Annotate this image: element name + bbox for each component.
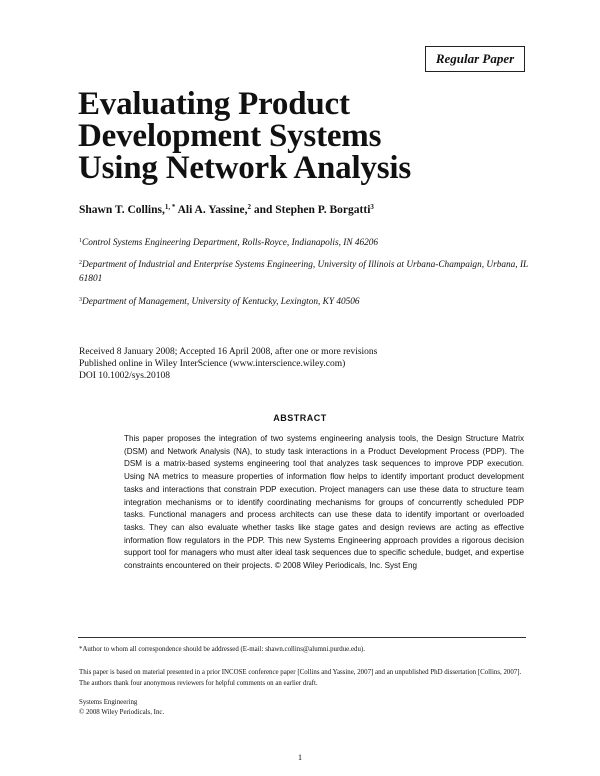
received-dates: Received 8 January 2008; Accepted 16 April 2008, after one or more revisions xyxy=(79,347,378,357)
author-name: Shawn T. Collins, xyxy=(79,204,165,216)
affiliation xyxy=(79,293,539,309)
author-affiliation-mark: 2 xyxy=(247,203,251,211)
page-number: 1 xyxy=(297,752,303,762)
author-name: and Stephen P. Borgatti xyxy=(253,204,371,216)
publication-history xyxy=(79,346,499,382)
acknowledgment-footnote: This paper is based on material presented in a prior INCOSE conference paper [Collins and Yassine, 2007] and an unpublished PhD dissertation [Collins, 2007]. The authors thank four anonymous reviewers for helpful comments on an earlier draft. xyxy=(79,669,522,687)
affiliation-number: 3 xyxy=(79,297,82,303)
author-affiliation-mark: 3 xyxy=(370,203,374,211)
abstract-heading: ABSTRACT xyxy=(273,413,327,423)
journal-copyright: © 2008 Wiley Periodicals, Inc. xyxy=(79,708,165,716)
doi: DOI 10.1002/sys.20108 xyxy=(79,371,171,381)
affiliation-number: 1 xyxy=(79,238,82,244)
affiliation-number: 2 xyxy=(79,260,82,266)
affiliation xyxy=(79,256,539,286)
journal-info xyxy=(79,698,279,717)
affiliation-text: Control Systems Engineering Department, Rolls-Royce, Indianapolis, IN 46206 xyxy=(82,238,379,248)
footnote-divider xyxy=(78,637,526,638)
journal-name: Systems Engineering xyxy=(79,699,138,706)
title-line: Development Systems xyxy=(78,118,382,154)
affiliation-text: Department of Industrial and Enterprise Systems Engineering, University of Illinois at Urbana-Champaign, Urbana, IL 61801 xyxy=(79,260,529,284)
published-online: Published online in Wiley InterScience (www.interscience.wiley.com) xyxy=(79,359,346,369)
author-name: Ali A. Yassine, xyxy=(177,204,248,216)
corresponding-author-footnote: *Author to whom all correspondence should be addressed (E-mail: shawn.collins@alumni.purdue.edu). xyxy=(79,646,365,653)
affiliation xyxy=(79,234,539,250)
paper-title xyxy=(78,88,548,184)
abstract-text: This paper proposes the integration of two systems engineering analysis tools, the Design Structure Matrix (DSM) and Network Analysis (NA), to study task interactions in a Product Development Process (PDP). The DSM is a matrix-based systems engineering tool that analyzes task sequences to improve PDP execution. Using NA metrics to measure properties of information flow helps to identify important product development tasks and interactions that constrain PDP execution. Project managers can use these data to structure team integration mechanisms or to identify coordinating mechanisms for groups of concurrently scheduled PDP tasks. Functional managers and process architects can use these data to identify important or overloaded tasks. They can also evaluate whether tasks like stage gates and design reviews are acting as effective information flow regulators in the PDP. This new Systems Engineering approach provides a rigorous decision support tool for managers who must alter ideal task sequences due to specific schedule, budget, and expertise constraints encountered on their projects. © 2008 Wiley Periodicals, Inc. Syst Eng xyxy=(124,434,524,571)
title-line: Using Network Analysis xyxy=(78,150,411,186)
author-list xyxy=(79,203,539,216)
paper-type-badge: Regular Paper xyxy=(425,46,525,72)
title-line: Evaluating Product xyxy=(78,86,350,122)
affiliation-text: Department of Management, University of Kentucky, Lexington, KY 40506 xyxy=(82,297,360,307)
author-affiliation-mark: 1, * xyxy=(164,203,176,211)
